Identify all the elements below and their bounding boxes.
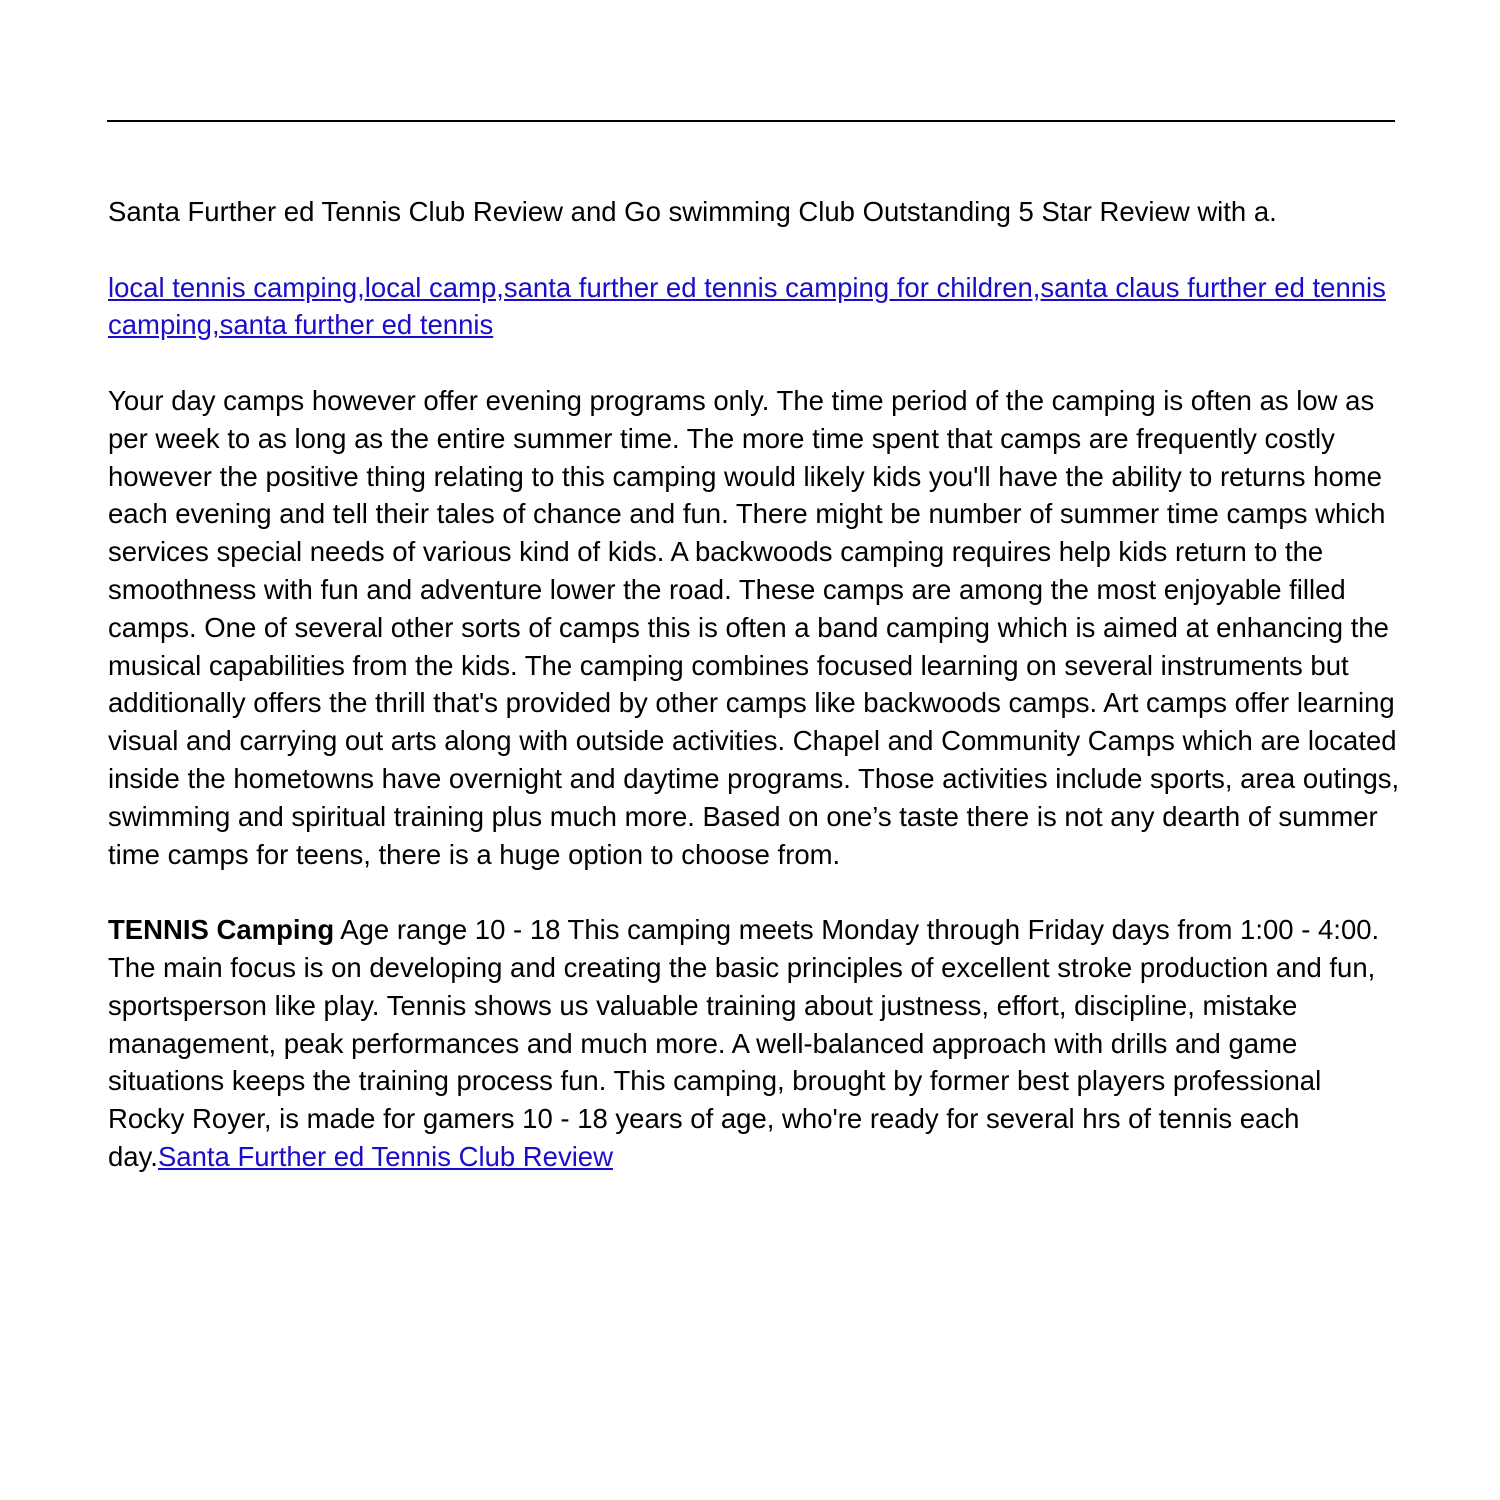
- tennis-paragraph: [108, 911, 1400, 1176]
- body-paragraph: Your day camps however offer evening programs only. The time period of the camping is often as low as per week to as long as the entire summer time. The more time spent that camps are frequently costly however the positive thing relating to this camping would likely kids you'll have the ability to returns home each evening and tell their tales of chance and fun. There might be number of summer time camps which services special needs of various kind of kids. A backwoods camping requires help kids return to the smoothness with fun and adventure lower the road. These camps are among the most enjoyable filled camps. One of several other sorts of camps this is often a band camping which is aimed at enhancing the musical capabilities from the kids. The camping combines focused learning on several instruments but additionally offers the thrill that's provided by other camps like backwoods camps. Art camps offer learning visual and carrying out arts along with outside activities. Chapel and Community Camps which are located inside the hometowns have overnight and daytime programs. Those activities include sports, area outings, swimming and spiritual training plus much more. Based on one’s taste there is not any dearth of summer time camps for teens, there is a huge option to choose from.: [108, 384, 1400, 870]
- tags-link[interactable]: local tennis camping,local camp,santa further ed tennis camping for children,santa claus further ed tennis camping,santa further ed tennis: [108, 271, 1386, 341]
- tennis-text: Age range 10 - 18 This camping meets Monday through Friday days from 1:00 - 4:00. The main focus is on developing and creating the basic principles of excellent stroke production and fun, sportsperson like play. Tennis shows us valuable training about justness, effort, discipline, mistake management, peak performances and much more. A well-balanced approach with drills and game situations keeps the training process fun. This camping, brought by former best players professional Rocky Royer, is made for gamers 10 - 18 years of age, who're ready for several hrs of tennis each day.: [108, 914, 1380, 1172]
- review-link[interactable]: Santa Further ed Tennis Club Review: [157, 1140, 613, 1172]
- title-paragraph: Santa Further ed Tennis Club Review and Go swimming Club Outstanding 5 Star Review with a.: [108, 196, 1277, 227]
- header-rule: [107, 120, 1395, 122]
- tennis-heading: TENNIS Camping: [108, 914, 335, 946]
- tags-paragraph: [108, 269, 1400, 345]
- document-content: [108, 193, 1400, 1214]
